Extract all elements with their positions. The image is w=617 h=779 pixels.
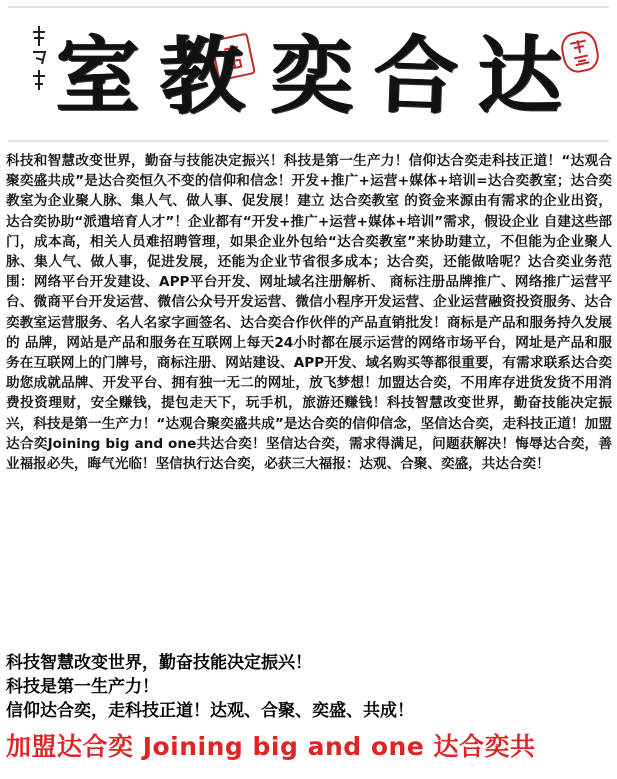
signature-glyph-strokes bbox=[30, 24, 48, 96]
slogan-line: 科技是第一生产力！ bbox=[6, 677, 159, 697]
calligraphy-char: 室 bbox=[56, 26, 141, 125]
calligraphy-banner bbox=[0, 0, 617, 145]
slogan-line: 信仰达合奕，走科技正道！达观、合聚、奕盛、共成！ bbox=[6, 701, 414, 721]
footer-slogan: 加盟达合奕 Joining big and one 达合奕共 bbox=[6, 732, 536, 761]
calligraphy-char: 达 bbox=[478, 26, 563, 125]
calligraphy-char: 合 bbox=[372, 24, 460, 127]
slogan-line: 科技智慧改变世界，勤奋技能决定振兴！ bbox=[6, 653, 312, 673]
calligraphy-char: 教 bbox=[158, 24, 246, 127]
calligraphy-char: 奕 bbox=[270, 26, 355, 125]
seal-right-glyph bbox=[564, 35, 596, 70]
body-paragraph: 科技和智慧改变世界，勤奋与技能决定振兴！科技是第一生产力！信仰达合奕走科技正道！“达观合聚奕盛共成”是达合奕恒久不变的信仰和信念！开发+推广+运营+媒体+培训=达合奕教室；达合奕教室为企业聚人脉、集人气、做人事、促发展！建立 达合奕教室 的资金来源由有需求的企业出资，达合奕协助“派遣培育人才”！企业都有“开发+推广+运营+媒体+培训”需求，假设企业 自建这些部门，成本高，相关人员难招聘管理，如果企业外包给“达合奕教室”来协助建立，不但能为企业聚人脉、集人气、做人事，促进发展，还能为企业节省很多成本；达合奕，还能做啥呢？达合奕业务范围：网络平台开发建设、APP平台开发、网址域名注册解析、 商标注册品牌推广、网络推广运营平台、微商平台开发运营、微信公众号开发运营、微信小程序开发运营、企业运营融资投资服务、达合奕教室运营服务、名人名家字画签名、达合奕合作伙伴的产品直销批发！商标是产品和服务持久发展的 品牌，网站是产品和服务在互联网上每天24小时都在展示运营的网络市场平台，网址是产品和服务在互联网上的门牌号，商标注册、网站建设、APP开发、域名购买等都很重要，有需求联系达合奕助您成就品牌、开发平台、拥有独一无二的网址，放飞梦想！加盟达合奕，不用库存进货发货不用消费投资理财，安全赚钱，提包走天下，玩手机，旅游还赚钱！科技智慧改变世界，勤奋技能决定振兴，科技是第一生产力！“达观合聚奕盛共成”是达合奕的信仰信念，坚信达合奕，走科技正道！加盟达合奕Joining big and one共达合奕！坚信达合奕，需求得满足，问题获解决！悔辱达合奕，善业福报必失，晦气光临！坚信执行达合奕，必获三大福报：达观、合聚、奕盛，共达合奕！ bbox=[6, 153, 612, 473]
calligraphy-signature bbox=[22, 24, 48, 96]
